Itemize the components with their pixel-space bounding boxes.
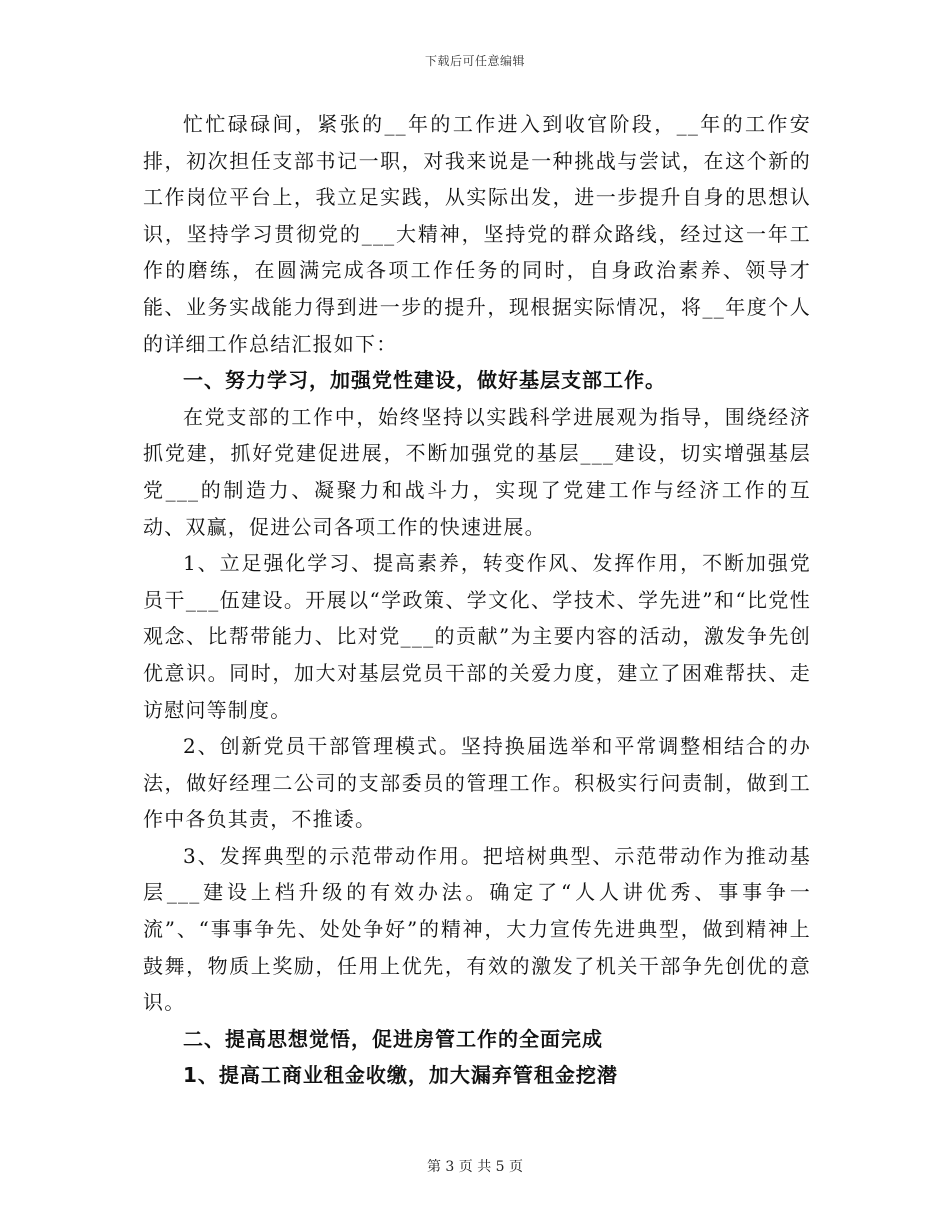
section-1-heading: 一、努力学习，加强党性建设，做好基层支部工作。 (183, 368, 666, 393)
section-1-item-3: 3、发挥典型的示范带动作用。把培树典型、示范带动作为推动基层___建设上档升级的有效办法。确定了“人人讲优秀、事事争一流”、“事事争先、处处争好”的精神，大力宣传先进典型，做到精神上鼓舞，物质上奖励，任用上优先，有效的激发了机关干部争先创优的意识。 (143, 843, 811, 1015)
page-number-footer: 第 3 页 共 5 页 (426, 1159, 524, 1175)
section-2-heading: 二、提高思想觉悟，促进房管工作的全面完成 (183, 1026, 603, 1051)
intro-paragraph: 忙忙碌碌间，紧张的__年的工作进入到收官阶段，__年的工作安排，初次担任支部书记一职，对我来说是一种挑战与尝试，在这个新的工作岗位平台上，我立足实践，从实际出发，进一步提升自身的思想认识，坚持学习贯彻党的___大精神，坚持党的群众路线，经过这一年工作的磨练，在圆满完成各项工作任务的同时，自身政治素养、领导才能、业务实战能力得到进一步的提升，现根据实际情况，将__年度个人的详细工作总结汇报如下： (143, 112, 811, 356)
document-body (143, 106, 811, 1094)
section-1-item-1: 1、立足强化学习、提高素养，转变作风、发挥作用，不断加强党员干___伍建设。开展以“学政策、学文化、学技术、学先进”和“比党性观念、比帮带能力、比对党___的贡献”为主要内容的活动，激发争先创优意识。同时，加大对基层党员干部的关爱力度，建立了困难帮扶、走访慰问等制度。 (143, 551, 811, 722)
section-1-item-2: 2、创新党员干部管理模式。坚持换届选举和平常调整相结合的办法，做好经理二公司的支部委员的管理工作。积极实行问责制，做到工作中各负其责，不推诿。 (143, 734, 811, 832)
section-1-intro-paragraph: 在党支部的工作中，始终坚持以实践科学进展观为指导，围绕经济抓党建，抓好党建促进展，不断加强党的基层___建设，切实增强基层党___的制造力、凝聚力和战斗力，实现了党建工作与经济工作的互动、双赢，促进公司各项工作的快速进展。 (143, 404, 811, 539)
page-header-note: 下载后可任意编辑 (424, 54, 525, 68)
section-2-subheading-1: 1、提高工商业租金收缴，加大漏弃管租金挖潜 (183, 1063, 618, 1088)
